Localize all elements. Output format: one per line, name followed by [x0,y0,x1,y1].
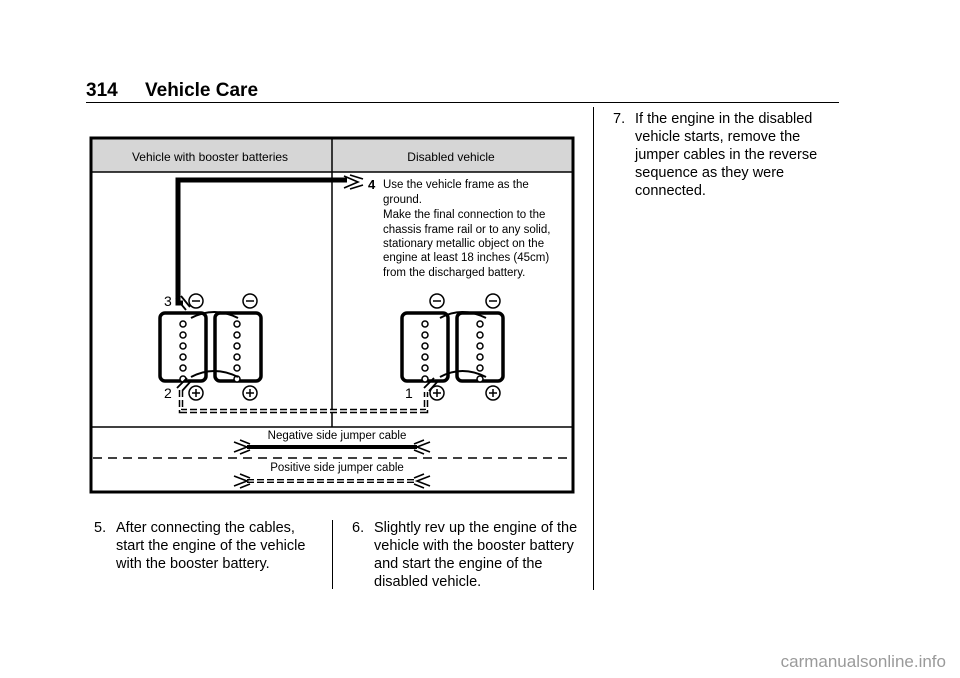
note-line: ground. [383,194,423,206]
minus-terminal-icon [243,294,257,308]
plus-terminal-icon [243,386,257,400]
watermark: carmanualsonline.info [780,652,946,671]
step-text: If the engine in the disabled vehicle starts, remove the jumper cables in the reverse sequence as they were connected. [635,111,818,199]
step-text: Slightly rev up the engine of the vehicle with the booster battery and start the engine of the disabled vehicle. [374,520,578,590]
note-line: from the discharged battery. [383,267,526,279]
page-number: 314 [86,80,118,101]
step-7 [613,110,831,200]
note-line: engine at least 18 inches (45cm) [383,252,550,264]
legend-negative-label: Negative side jumper cable [267,430,407,442]
step-6 [352,519,578,591]
minus-terminal-icon [189,294,203,308]
note-line: Use the vehicle frame as the [383,179,529,191]
step-number: 7. [613,111,626,127]
booster-battery-1 [160,313,206,382]
step-text: After connecting the cables, start the engine of the vehicle with the booster battery. [116,520,306,572]
minus-terminal-icon [430,294,444,308]
plus-terminal-icon [486,386,500,400]
note-line: Make the final connection to the [383,209,546,221]
note-number: 4 [368,177,376,192]
column-rule [593,107,594,590]
label-1: 1 [405,385,413,401]
label-3: 3 [164,293,172,309]
step-number: 5. [94,520,107,536]
col-left-header: Vehicle with booster batteries [131,150,289,164]
col-right-header: Disabled vehicle [407,150,495,164]
minus-terminal-icon [486,294,500,308]
step-number: 6. [352,520,365,536]
step-5 [94,519,322,573]
legend-positive-label: Positive side jumper cable [270,462,404,474]
section-title: Vehicle Care [145,80,259,101]
column-rule [332,520,333,589]
note-line: chassis frame rail or to any solid, [383,224,551,236]
disabled-battery-1 [402,313,448,382]
note-line: stationary metallic object on the [383,238,545,250]
plus-terminal-icon [189,386,203,400]
label-2: 2 [164,385,172,401]
